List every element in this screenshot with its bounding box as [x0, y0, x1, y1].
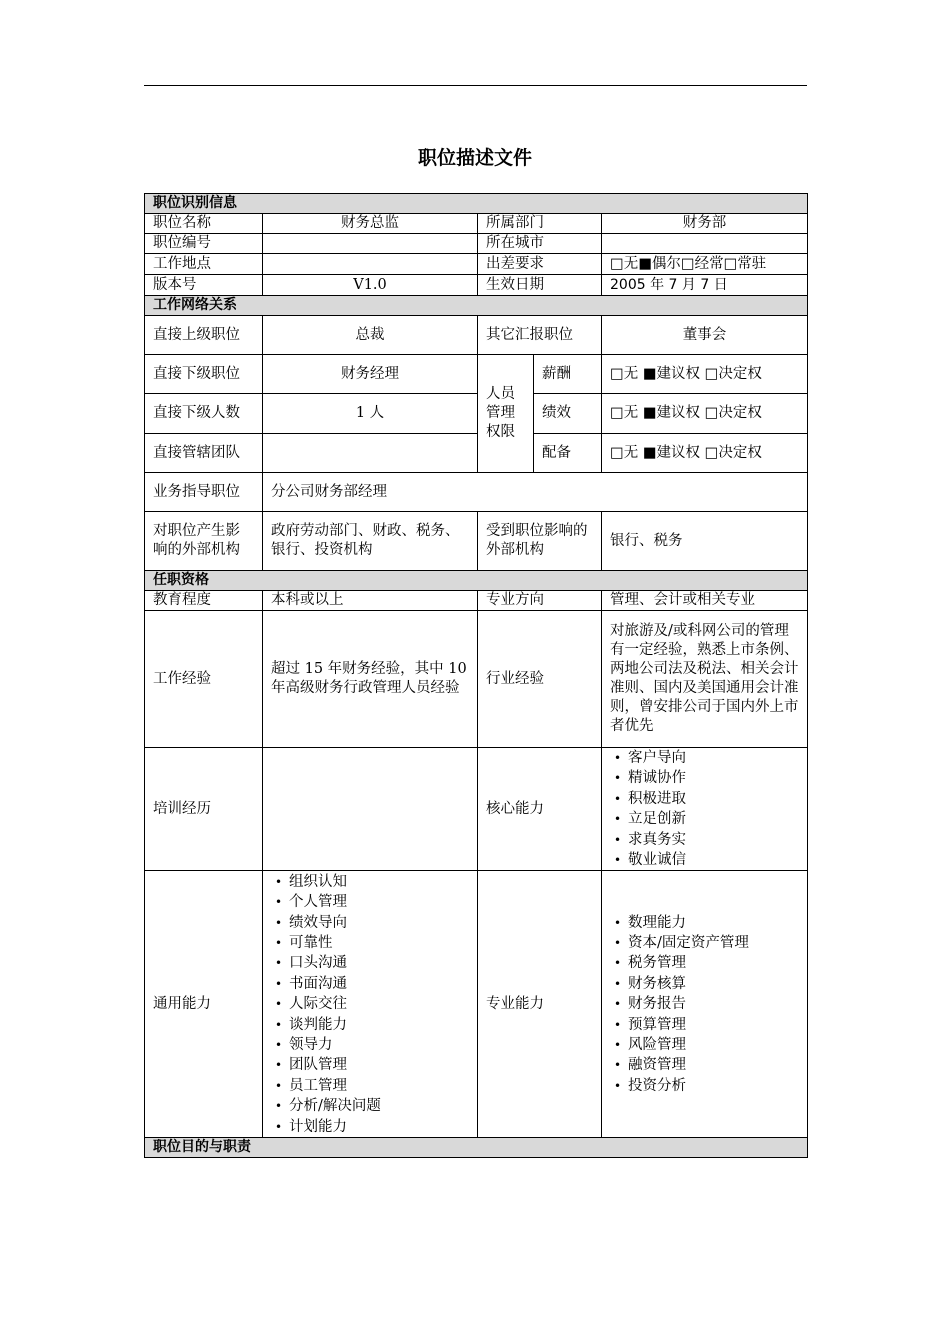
list-item: • 客户导向 — [612, 748, 799, 768]
location-value — [263, 254, 478, 275]
section-network: 工作网络关系 — [145, 296, 808, 316]
list-item: • 积极进取 — [612, 789, 799, 809]
external-influence-value: 政府劳动部门、财政、税务、银行、投资机构 — [263, 512, 478, 571]
table-row — [145, 214, 808, 234]
list-item: • 财务报告 — [612, 994, 799, 1014]
list-item: • 组织认知 — [273, 872, 469, 892]
list-item: • 风险管理 — [612, 1035, 799, 1055]
sub-count-value: 1 人 — [263, 394, 478, 434]
section-qualification: 任职资格 — [145, 571, 808, 591]
list-item: • 个人管理 — [273, 892, 469, 912]
superior-label: 直接上级职位 — [145, 316, 263, 355]
team-value — [263, 434, 478, 473]
job-description-table — [144, 193, 808, 1158]
table-row — [145, 394, 808, 434]
list-item: • 绩效导向 — [273, 913, 469, 933]
table-row — [145, 611, 808, 748]
list-item: • 谈判能力 — [273, 1015, 469, 1035]
core-ability-label: 核心能力 — [478, 748, 602, 871]
list-item: • 投资分析 — [612, 1076, 799, 1096]
other-report-value: 董事会 — [602, 316, 808, 355]
other-report-label: 其它汇报职位 — [478, 316, 602, 355]
professional-ability-list — [610, 913, 799, 1097]
list-item: • 数理能力 — [612, 913, 799, 933]
position-code-value — [263, 234, 478, 254]
version-label: 版本号 — [145, 275, 263, 296]
list-item: • 员工管理 — [273, 1076, 469, 1096]
table-row — [145, 316, 808, 355]
list-item: • 领导力 — [273, 1035, 469, 1055]
section-identification: 职位识别信息 — [145, 194, 808, 214]
core-ability-list-cell — [602, 748, 808, 871]
table-row — [145, 234, 808, 254]
list-item: • 可靠性 — [273, 933, 469, 953]
list-item: • 求真务实 — [612, 830, 799, 850]
travel-value: □无■偶尔□经常□常驻 — [602, 254, 808, 275]
professional-ability-label: 专业能力 — [478, 871, 602, 1138]
department-label: 所属部门 — [478, 214, 602, 234]
major-value: 管理、会计或相关专业 — [602, 591, 808, 611]
list-item: • 分析/解决问题 — [273, 1096, 469, 1116]
general-ability-label: 通用能力 — [145, 871, 263, 1138]
external-influence-label: 对职位产生影响的外部机构 — [145, 512, 263, 571]
table-row — [145, 591, 808, 611]
effective-date-value: 2005 年 7 月 7 日 — [602, 275, 808, 296]
list-item: • 人际交往 — [273, 994, 469, 1014]
subordinate-label: 直接下级职位 — [145, 355, 263, 394]
section-header-row — [145, 571, 808, 591]
list-item: • 书面沟通 — [273, 974, 469, 994]
position-name-value: 财务总监 — [263, 214, 478, 234]
section-purpose: 职位目的与职责 — [145, 1138, 808, 1158]
salary-value: □无 ■建议权 □决定权 — [602, 355, 808, 394]
position-code-label: 职位编号 — [145, 234, 263, 254]
travel-label: 出差要求 — [478, 254, 602, 275]
general-ability-list — [271, 872, 469, 1137]
list-item: • 敬业诚信 — [612, 850, 799, 870]
guidance-value: 分公司财务部经理 — [263, 473, 808, 512]
sub-count-label: 直接下级人数 — [145, 394, 263, 434]
location-label: 工作地点 — [145, 254, 263, 275]
city-label: 所在城市 — [478, 234, 602, 254]
salary-label: 薪酬 — [534, 355, 602, 394]
professional-ability-list-cell — [602, 871, 808, 1138]
training-label: 培训经历 — [145, 748, 263, 871]
education-value: 本科或以上 — [263, 591, 478, 611]
section-header-row — [145, 194, 808, 214]
effective-date-label: 生效日期 — [478, 275, 602, 296]
list-item: • 融资管理 — [612, 1055, 799, 1075]
core-ability-list — [610, 748, 799, 870]
table-row — [145, 355, 808, 394]
industry-label: 行业经验 — [478, 611, 602, 748]
table-row — [145, 434, 808, 473]
performance-value: □无 ■建议权 □决定权 — [602, 394, 808, 434]
position-name-label: 职位名称 — [145, 214, 263, 234]
hr-authority-label: 人员管理权限 — [478, 355, 534, 473]
table-row — [145, 275, 808, 296]
external-affected-value: 银行、税务 — [602, 512, 808, 571]
department-value: 财务部 — [602, 214, 808, 234]
list-item: • 计划能力 — [273, 1117, 469, 1137]
list-item: • 立足创新 — [612, 809, 799, 829]
industry-value: 对旅游及/或科网公司的管理有一定经验，熟悉上市条例、两地公司法及税法、相关会计准则、国内及美国通用会计准则，曾安排公司于国内外上市者优先 — [602, 611, 808, 748]
list-item: • 预算管理 — [612, 1015, 799, 1035]
table-row — [145, 871, 808, 1138]
superior-value: 总裁 — [263, 316, 478, 355]
general-ability-list-cell — [263, 871, 478, 1138]
experience-label: 工作经验 — [145, 611, 263, 748]
list-item: • 团队管理 — [273, 1055, 469, 1075]
list-item: • 财务核算 — [612, 974, 799, 994]
table-row — [145, 473, 808, 512]
list-item: • 口头沟通 — [273, 953, 469, 973]
education-label: 教育程度 — [145, 591, 263, 611]
performance-label: 绩效 — [534, 394, 602, 434]
table-row — [145, 748, 808, 871]
training-value — [263, 748, 478, 871]
table-row — [145, 512, 808, 571]
guidance-label: 业务指导职位 — [145, 473, 263, 512]
subordinate-value: 财务经理 — [263, 355, 478, 394]
list-item: • 精诚协作 — [612, 768, 799, 788]
header-rule — [144, 85, 807, 86]
staffing-value: □无 ■建议权 □决定权 — [602, 434, 808, 473]
external-affected-label: 受到职位影响的外部机构 — [478, 512, 602, 571]
section-header-row — [145, 1138, 808, 1158]
page-title: 职位描述文件 — [417, 147, 532, 169]
experience-value: 超过 15 年财务经验，其中 10 年高级财务行政管理人员经验 — [263, 611, 478, 748]
list-item: • 资本/固定资产管理 — [612, 933, 799, 953]
city-value — [602, 234, 808, 254]
table-row — [145, 254, 808, 275]
staffing-label: 配备 — [534, 434, 602, 473]
version-value: V1.0 — [263, 275, 478, 296]
major-label: 专业方向 — [478, 591, 602, 611]
list-item: • 税务管理 — [612, 953, 799, 973]
section-header-row — [145, 296, 808, 316]
team-label: 直接管辖团队 — [145, 434, 263, 473]
